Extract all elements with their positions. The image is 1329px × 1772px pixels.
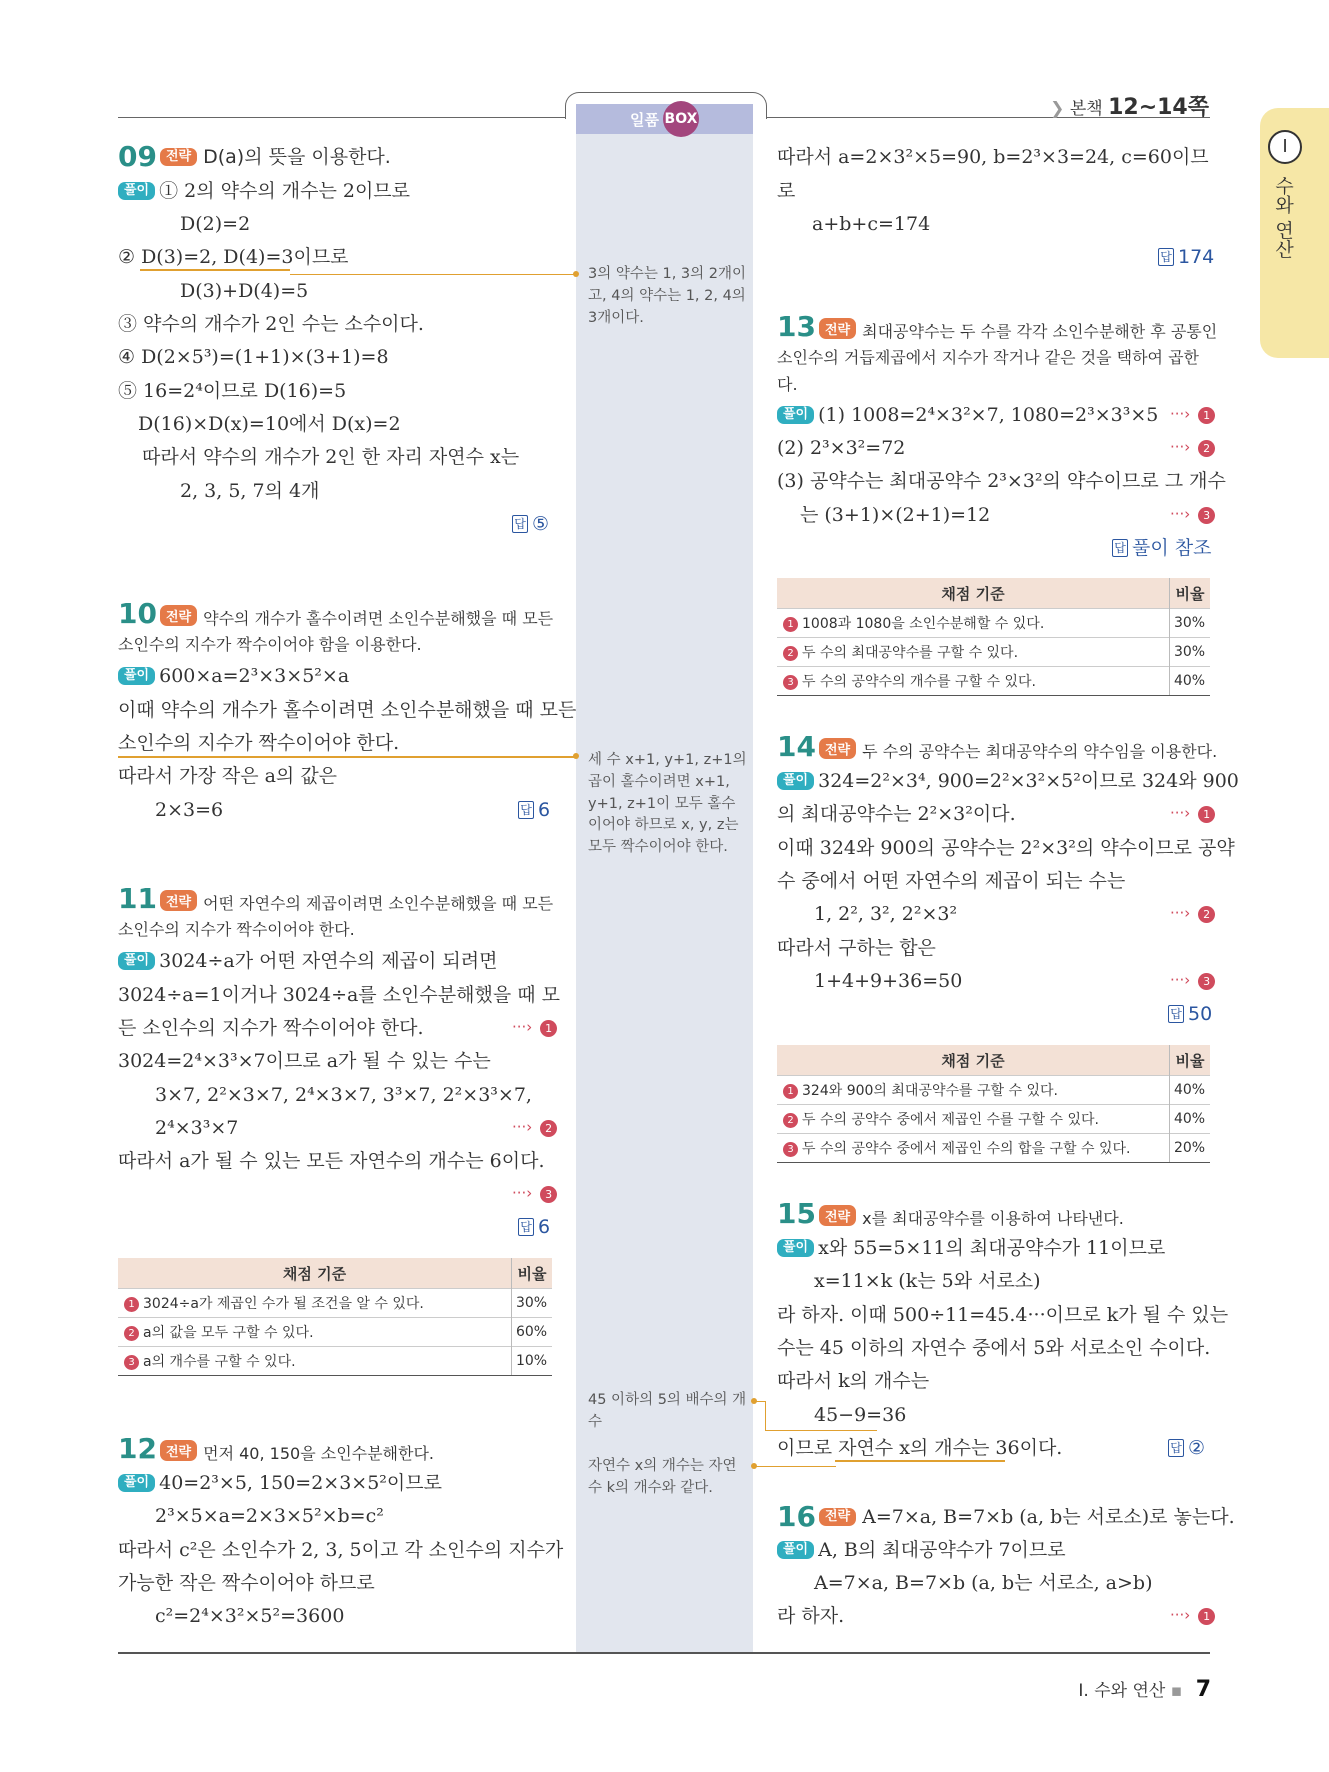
q11-answer <box>518 1216 550 1239</box>
answer-text: ② <box>1188 1437 1206 1459</box>
row-percent: 30% <box>512 1289 553 1318</box>
row-marker: 2 <box>783 1113 798 1128</box>
line-text: 600×a=2³×3×5²×a <box>159 665 350 687</box>
ref-pages: 12~14쪽 <box>1108 95 1209 120</box>
table-row <box>777 609 1210 638</box>
q10-line: 이때 약수의 개수가 홀수이려면 소인수분해했을 때 모든 <box>118 699 577 721</box>
table-row <box>777 667 1210 696</box>
sidenote-4: 자연수 x의 개수는 자연수 k의 개수와 같다. <box>588 1458 737 1496</box>
q09-line <box>118 180 410 203</box>
q16-line <box>777 1539 1066 1562</box>
q09-line: ⑤ 16=2⁴이므로 D(16)=5 <box>118 380 347 402</box>
q12-line: c²=2⁴×3²×5²=3600 <box>155 1605 345 1627</box>
answer-text: 174 <box>1178 246 1215 268</box>
step-marker-3: ···› 3 <box>1170 971 1215 990</box>
row-marker: 3 <box>783 1142 798 1157</box>
leader-line <box>765 1430 877 1431</box>
step-marker-1: ···› 1 <box>1170 804 1215 823</box>
q15-strategy <box>819 1205 1124 1229</box>
step-marker-3: ···› 3 <box>512 1184 557 1203</box>
table-row <box>777 1076 1210 1105</box>
q11-line: 3024÷a=1이거나 3024÷a를 소인수분해했을 때 모 <box>118 984 560 1006</box>
q10-line: 따라서 가장 작은 a의 값은 <box>118 765 338 787</box>
q14-grading-table <box>777 1045 1210 1163</box>
q13-grading-table <box>777 578 1210 696</box>
sidenote-1: 3의 약수는 1, 3의 2개이고, 4의 약수는 1, 2, 4의 3개이다. <box>588 266 746 326</box>
q14-line: 의 최대공약수는 2²×3²이다. <box>777 803 1016 825</box>
q15-line <box>777 1237 1165 1260</box>
box-label-text: 일품 <box>630 110 659 129</box>
strategy-tag: 전략 <box>160 890 197 911</box>
row-marker: 3 <box>783 675 798 690</box>
strategy-text: 최대공약수는 두 수를 각각 소인수분해한 후 공통인 <box>862 322 1218 341</box>
answer-text: 50 <box>1188 1003 1213 1025</box>
q16-line: 라 하자. <box>777 1605 845 1627</box>
q12-line: 가능한 작은 짝수이어야 하므로 <box>118 1572 375 1594</box>
row-percent: 60% <box>512 1318 553 1347</box>
footer-rule <box>118 1652 1210 1654</box>
strategy-text: 약수의 개수가 홀수이려면 소인수분해했을 때 모든 <box>203 609 554 628</box>
table-header: 비율 <box>1170 578 1211 609</box>
answer-mark: 답 <box>1168 1005 1184 1023</box>
row-criterion: 두 수의 공약수 중에서 제곱인 수의 합을 구할 수 있다. <box>802 1141 1131 1157</box>
chapter-number: Ⅰ <box>1268 130 1302 164</box>
row-percent: 10% <box>512 1347 553 1376</box>
row-marker: 3 <box>124 1355 139 1370</box>
page-number: 7 <box>1195 1677 1211 1702</box>
line-text: (1) 1008=2⁴×3²×7, 1080=2³×3³×5 <box>818 404 1159 426</box>
q15-line: 수는 45 이하의 자연수 중에서 5와 서로소인 수이다. <box>777 1337 1211 1359</box>
r-line: 따라서 a=2×3²×5=90, b=2³×3=24, c=60이므 <box>777 146 1209 168</box>
leader-dot <box>751 1463 757 1469</box>
step-marker-2: ···› 2 <box>1170 904 1215 923</box>
table-header: 채점 기준 <box>118 1258 512 1289</box>
r-line: a+b+c=174 <box>812 213 931 235</box>
table-row <box>777 638 1210 667</box>
q09-line: ② D(3)=2, D(4)=3이므로 <box>118 246 349 268</box>
q13-number: 13 <box>777 310 816 343</box>
strategy-text: x를 최대공약수를 이용하여 나타낸다. <box>862 1209 1124 1228</box>
highlight-underline <box>140 269 290 271</box>
footer <box>1078 1676 1211 1702</box>
line-text: x와 55=5×11의 최대공약수가 11이므로 <box>818 1237 1166 1259</box>
q12-line: 따라서 c²은 소인수가 2, 3, 5이고 각 소인수의 지수가 <box>118 1539 564 1561</box>
line-text: 324=2²×3⁴, 900=2²×3²×5²이므로 324와 900 <box>818 770 1239 792</box>
table-row <box>777 1105 1210 1134</box>
sidenote-2: 세 수 x+1, y+1, z+1의 곱이 홀수이려면 x+1, y+1, z+1이 모두 홀수이어야 하므로 x, y, z는 모두 짝수이어야 한다. <box>588 752 747 855</box>
row-criterion: a의 값을 모두 구할 수 있다. <box>143 1325 314 1341</box>
q13-line: (3) 공약수는 최대공약수 2³×3²의 약수이므로 그 개수 <box>777 470 1226 492</box>
answer-mark: 답 <box>1168 1439 1184 1457</box>
r-answer <box>1158 246 1214 269</box>
q09-line: D(16)×D(x)=10에서 D(x)=2 <box>138 413 401 435</box>
q10-strategy-2: 소인수의 지수가 짝수이어야 함을 이용한다. <box>118 635 422 654</box>
step-marker-2: ···› 2 <box>512 1118 557 1137</box>
q14-line: 수 중에서 어떤 자연수의 제곱이 되는 수는 <box>777 870 1126 892</box>
q14-line: 1+4+9+36=50 <box>814 970 963 992</box>
answer-text: 6 <box>538 1216 551 1238</box>
q09-line: D(2)=2 <box>180 213 251 235</box>
q13-line <box>777 404 1158 427</box>
q11-grading-table <box>118 1258 552 1376</box>
q09-line: 2, 3, 5, 7의 4개 <box>180 480 320 502</box>
table-row <box>118 1318 552 1347</box>
strategy-tag: 전략 <box>819 1508 856 1526</box>
header-rule-left <box>118 117 570 118</box>
table-header: 비율 <box>512 1258 553 1289</box>
q15-line: 라 하자. 이때 500÷11=45.4···이므로 k가 될 수 있는 <box>777 1304 1229 1326</box>
solve-tag: 풀이 <box>777 406 814 424</box>
row-percent: 40% <box>1170 1076 1211 1105</box>
line-text: 3024÷a가 어떤 자연수의 제곱이 되려면 <box>159 950 498 972</box>
step-marker-1: ···› 1 <box>1170 1606 1215 1625</box>
highlight-underline <box>118 756 576 758</box>
q12-line: 2³×5×a=2×3×5²×b=c² <box>155 1505 384 1527</box>
footer-separator: ▪ <box>1170 1681 1183 1701</box>
q12-strategy <box>160 1440 434 1464</box>
q12-number: 12 <box>118 1432 157 1465</box>
leader-dot <box>573 753 579 759</box>
solve-tag: 풀이 <box>777 772 814 790</box>
q11-line: 3×7, 2²×3×7, 2⁴×3×7, 3³×7, 2²×3³×7, <box>155 1084 532 1106</box>
q15-line: 따라서 k의 개수는 <box>777 1370 930 1392</box>
strategy-text: 먼저 40, 150을 소인수분해한다. <box>203 1444 435 1463</box>
table-header: 채점 기준 <box>777 578 1170 609</box>
table-row <box>777 1134 1210 1163</box>
q16-strategy <box>819 1506 1235 1529</box>
step-marker-3: ···› 3 <box>1170 505 1215 524</box>
q14-answer <box>1168 1003 1212 1026</box>
row-marker: 2 <box>124 1326 139 1341</box>
q16-line: A=7×a, B=7×b (a, b는 서로소, a>b) <box>814 1572 1153 1594</box>
table-row <box>118 1289 552 1318</box>
answer-text: 풀이 참조 <box>1132 537 1212 559</box>
q14-line: 이때 324와 900의 공약수는 2²×3²의 약수이므로 공약 <box>777 837 1235 859</box>
table-row <box>118 1347 552 1376</box>
leader-line <box>754 1466 836 1467</box>
q10-number: 10 <box>118 597 157 630</box>
q15-line: 45−9=36 <box>814 1404 907 1426</box>
q11-line: 든 소인수의 지수가 짝수이어야 한다. <box>118 1017 424 1039</box>
table-header: 채점 기준 <box>777 1045 1170 1076</box>
q14-line: 따라서 구하는 합은 <box>777 937 936 959</box>
q10-answer <box>518 799 550 822</box>
chevron-right-icon: ❯ <box>1050 99 1065 119</box>
row-percent: 20% <box>1170 1134 1211 1163</box>
box-label <box>576 104 753 134</box>
line-text: A, B의 최대공약수가 7이므로 <box>818 1539 1066 1561</box>
answer-text: ⑤ <box>532 513 550 535</box>
q11-line: 2⁴×3³×7 <box>155 1117 239 1139</box>
q09-line: 따라서 약수의 개수가 2인 한 자리 자연수 x는 <box>142 446 520 468</box>
row-criterion: 324와 900의 최대공약수를 구할 수 있다. <box>802 1083 1058 1099</box>
step-marker-1: ···› 1 <box>512 1018 557 1037</box>
row-percent: 40% <box>1170 667 1211 696</box>
q14-strategy <box>819 738 1217 762</box>
solve-tag: 풀이 <box>118 1474 155 1492</box>
q14-number: 14 <box>777 730 816 763</box>
q09-line: ③ 약수의 개수가 2인 수는 소수이다. <box>118 313 424 335</box>
step-marker-2: ···› 2 <box>1170 438 1215 457</box>
q15-line: 이므로 자연수 x의 개수는 36이다. <box>777 1437 1063 1459</box>
q11-strategy-2: 소인수의 지수가 짝수이어야 한다. <box>118 920 355 939</box>
q15-answer <box>1168 1437 1205 1460</box>
highlight-underline <box>835 1460 1005 1462</box>
row-marker: 1 <box>783 617 798 632</box>
row-criterion: 1008과 1080을 소인수분해할 수 있다. <box>802 616 1045 632</box>
q10-line: 소인수의 지수가 짝수이어야 한다. <box>118 732 400 754</box>
r-line: 로 <box>777 180 796 202</box>
strategy-text: 어떤 자연수의 제곱이려면 소인수분해했을 때 모든 <box>203 894 554 913</box>
q13-strategy <box>819 318 1217 342</box>
leader-line <box>765 1401 766 1431</box>
q10-strategy <box>160 605 553 629</box>
answer-mark: 답 <box>518 1218 534 1236</box>
solve-tag: 풀이 <box>777 1541 814 1559</box>
solve-tag: 풀이 <box>118 952 155 970</box>
q09-number: 09 <box>118 140 157 173</box>
q12-line <box>118 1472 442 1495</box>
strategy-tag: 전략 <box>819 738 856 759</box>
q14-line: 1, 2², 3², 2²×3² <box>814 903 958 925</box>
row-percent: 40% <box>1170 1105 1211 1134</box>
q13-line: 는 (3+1)×(2+1)=12 <box>800 504 991 526</box>
row-marker: 1 <box>783 1084 798 1099</box>
row-percent: 30% <box>1170 638 1211 667</box>
row-percent: 30% <box>1170 609 1211 638</box>
q15-line: x=11×k (k는 5와 서로소) <box>814 1270 1041 1292</box>
row-criterion: 두 수의 최대공약수를 구할 수 있다. <box>802 645 1019 661</box>
line-text: 40=2³×5, 150=2×3×5²이므로 <box>159 1472 442 1494</box>
q13-answer <box>1112 537 1211 560</box>
solve-tag: 풀이 <box>777 1239 814 1257</box>
sidenote-3: 45 이하의 5의 배수의 개수 <box>588 1392 747 1430</box>
answer-mark: 답 <box>1112 539 1128 557</box>
strategy-tag: 전략 <box>819 318 856 339</box>
q14-line <box>777 770 1239 793</box>
q09-strategy <box>160 146 391 169</box>
q11-line: 3024=2⁴×3³×7이므로 a가 될 수 있는 수는 <box>118 1050 491 1072</box>
q11-strategy <box>160 890 553 914</box>
box-badge: BOX <box>663 101 699 137</box>
row-marker: 2 <box>783 646 798 661</box>
line-text: ① 2의 약수의 개수는 2이므로 <box>159 180 411 202</box>
row-marker: 1 <box>124 1297 139 1312</box>
q09-line: ④ D(2×5³)=(1+1)×(3+1)=8 <box>118 346 389 368</box>
q09-line: D(3)+D(4)=5 <box>180 280 309 302</box>
chapter-title: 수와 연산 <box>1272 176 1294 259</box>
q16-number: 16 <box>777 1500 816 1533</box>
answer-mark: 답 <box>512 515 528 533</box>
strategy-tag: 전략 <box>160 148 197 166</box>
leader-dot <box>751 1398 757 1404</box>
strategy-text: D(a)의 뜻을 이용한다. <box>203 146 391 168</box>
leader-line <box>290 274 576 275</box>
row-criterion: a의 개수를 구할 수 있다. <box>143 1354 296 1370</box>
strategy-tag: 전략 <box>160 1440 197 1461</box>
q15-number: 15 <box>777 1197 816 1230</box>
ref-prefix: 본책 <box>1069 99 1103 119</box>
leader-dot <box>573 271 579 277</box>
solve-tag: 풀이 <box>118 667 155 685</box>
q13-line: (2) 2³×3²=72 <box>777 437 906 459</box>
strategy-tag: 전략 <box>819 1205 856 1226</box>
q11-number: 11 <box>118 882 157 915</box>
answer-mark: 답 <box>1158 248 1174 266</box>
strategy-text: 두 수의 공약수는 최대공약수의 약수임을 이용한다. <box>862 742 1218 761</box>
row-criterion: 두 수의 공약수의 개수를 구할 수 있다. <box>802 674 1037 690</box>
answer-mark: 답 <box>518 801 534 819</box>
step-marker-1: ···› 1 <box>1170 405 1215 424</box>
answer-text: 6 <box>538 799 551 821</box>
q11-line <box>118 950 498 973</box>
q09-answer <box>512 513 549 536</box>
q10-line <box>118 665 349 688</box>
footer-section: Ⅰ. 수와 연산 <box>1078 1681 1166 1701</box>
strategy-tag: 전략 <box>160 605 197 626</box>
solve-tag: 풀이 <box>118 182 155 200</box>
strategy-text: A=7×a, B=7×b (a, b는 서로소)로 놓는다. <box>862 1506 1235 1528</box>
table-header: 비율 <box>1170 1045 1211 1076</box>
row-criterion: 두 수의 공약수 중에서 제곱인 수를 구할 수 있다. <box>802 1112 1100 1128</box>
page-reference <box>1050 90 1209 121</box>
q10-line: 2×3=6 <box>155 799 224 821</box>
q11-line: 따라서 a가 될 수 있는 모든 자연수의 개수는 6이다. <box>118 1150 545 1172</box>
q13-strategy-3: 다. <box>777 375 798 394</box>
row-criterion: 3024÷a가 제곱인 수가 될 조건을 알 수 있다. <box>143 1296 424 1312</box>
q13-strategy-2: 소인수의 거듭제곱에서 지수가 작거나 같은 것을 택하여 곱한 <box>777 348 1200 367</box>
